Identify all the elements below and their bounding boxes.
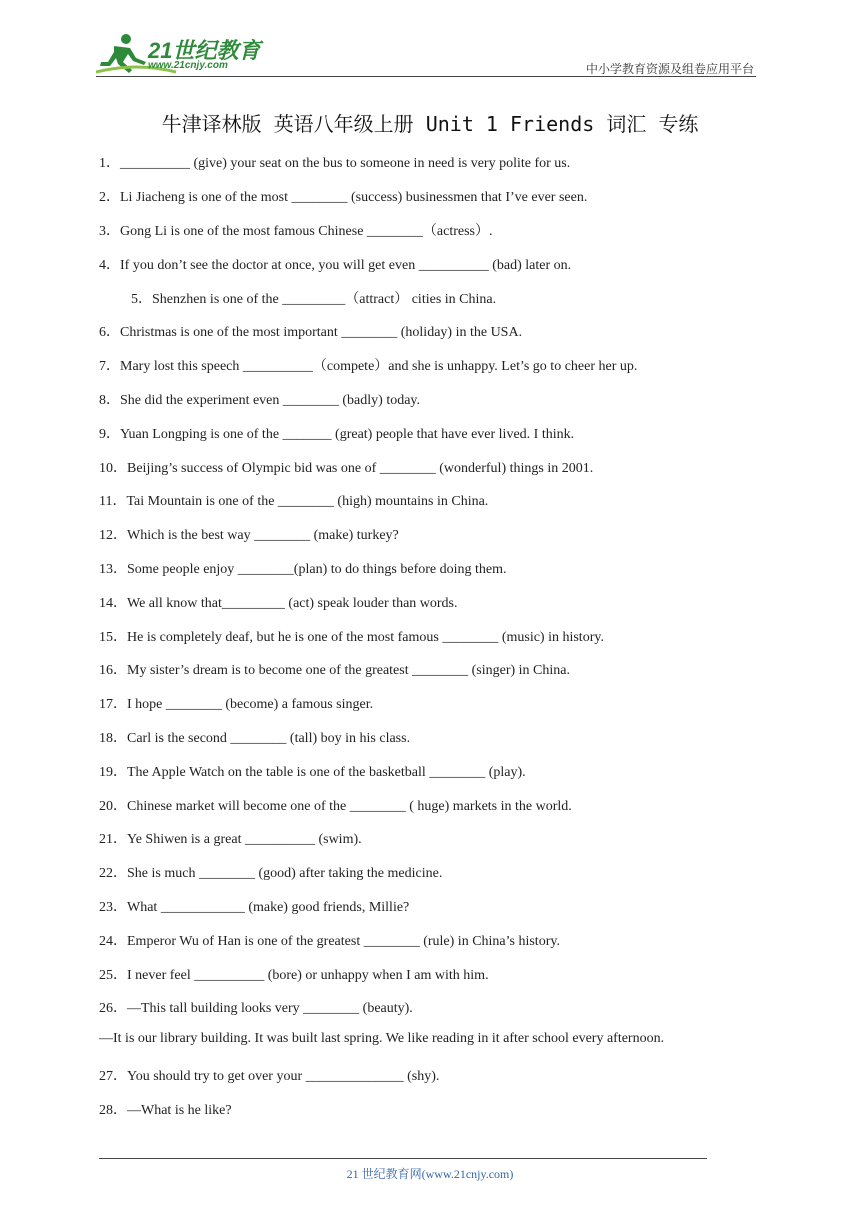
question-14: 14．We all know that_________ (act) speak louder than words. bbox=[99, 596, 458, 611]
question-26-reply: —It is our library building. It was built last spring. We like reading in it after school every afternoon. bbox=[99, 1031, 665, 1046]
question-5: 5．Shenzhen is one of the _________（attract） cities in China. bbox=[131, 292, 497, 307]
question-6: 6．Christmas is one of the most important ________ (holiday) in the USA. bbox=[99, 325, 523, 340]
page-header bbox=[96, 30, 756, 78]
question-8: 8．She did the experiment even ________ (badly) today. bbox=[99, 393, 421, 408]
question-21: 21．Ye Shiwen is a great __________ (swim). bbox=[99, 832, 362, 847]
platform-label: 中小学教育资源及组卷应用平台 bbox=[585, 62, 754, 76]
question-20: 20．Chinese market will become one of the ________ ( huge) markets in the world. bbox=[99, 799, 572, 814]
question-23: 23．What ____________ (make) good friends, Millie? bbox=[99, 900, 410, 915]
question-15: 15．He is completely deaf, but he is one of the most famous ________ (music) in history. bbox=[99, 630, 604, 645]
question-3: 3．Gong Li is one of the most famous Chinese ________（actress）. bbox=[99, 224, 493, 239]
question-18: 18．Carl is the second ________ (tall) boy in his class. bbox=[99, 731, 411, 746]
header-divider bbox=[96, 76, 756, 77]
footer-divider bbox=[99, 1158, 707, 1159]
question-11: 11．Tai Mountain is one of the ________ (high) mountains in China. bbox=[99, 494, 489, 509]
question-16: 16．My sister’s dream is to become one of the greatest ________ (singer) in China. bbox=[99, 663, 570, 678]
page-title: 牛津译林版 英语八年级上册 Unit 1 Friends 词汇 专练 bbox=[161, 112, 699, 136]
question-12: 12．Which is the best way ________ (make) turkey? bbox=[99, 528, 399, 543]
question-13: 13．Some people enjoy ________(plan) to do things before doing them. bbox=[99, 562, 507, 577]
question-27: 27．You should try to get over your ______________ (shy). bbox=[99, 1069, 440, 1084]
footer-text: 21 世纪教育网(www.21cnjy.com) bbox=[346, 1167, 514, 1181]
question-10: 10．Beijing’s success of Olympic bid was one of ________ (wonderful) things in 2001. bbox=[99, 461, 594, 476]
question-2: 2．Li Jiacheng is one of the most ________ (success) businessmen that I’ve ever seen. bbox=[99, 190, 588, 205]
question-1: 1．__________ (give) your seat on the bus to someone in need is very polite for us. bbox=[99, 156, 571, 171]
question-26: 26．—This tall building looks very ________ (beauty). bbox=[99, 1001, 413, 1016]
question-19: 19．The Apple Watch on the table is one of the basketball ________ (play). bbox=[99, 765, 526, 780]
question-4: 4．If you don’t see the doctor at once, you will get even __________ (bad) later on. bbox=[99, 258, 572, 273]
question-24: 24．Emperor Wu of Han is one of the greatest ________ (rule) in China’s history. bbox=[99, 934, 560, 949]
logo-url: www.21cnjy.com bbox=[148, 60, 228, 71]
logo-text: 21世纪教育 bbox=[148, 38, 261, 63]
question-28: 28．—What is he like? bbox=[99, 1103, 232, 1118]
question-7: 7．Mary lost this speech __________（compete）and she is unhappy. Let’s go to cheer her up. bbox=[99, 359, 638, 374]
question-22: 22．She is much ________ (good) after taking the medicine. bbox=[99, 866, 443, 881]
question-25: 25．I never feel __________ (bore) or unhappy when I am with him. bbox=[99, 968, 489, 983]
question-17: 17．I hope ________ (become) a famous singer. bbox=[99, 697, 374, 712]
question-9: 9．Yuan Longping is one of the _______ (great) people that have ever lived. I think. bbox=[99, 427, 575, 442]
